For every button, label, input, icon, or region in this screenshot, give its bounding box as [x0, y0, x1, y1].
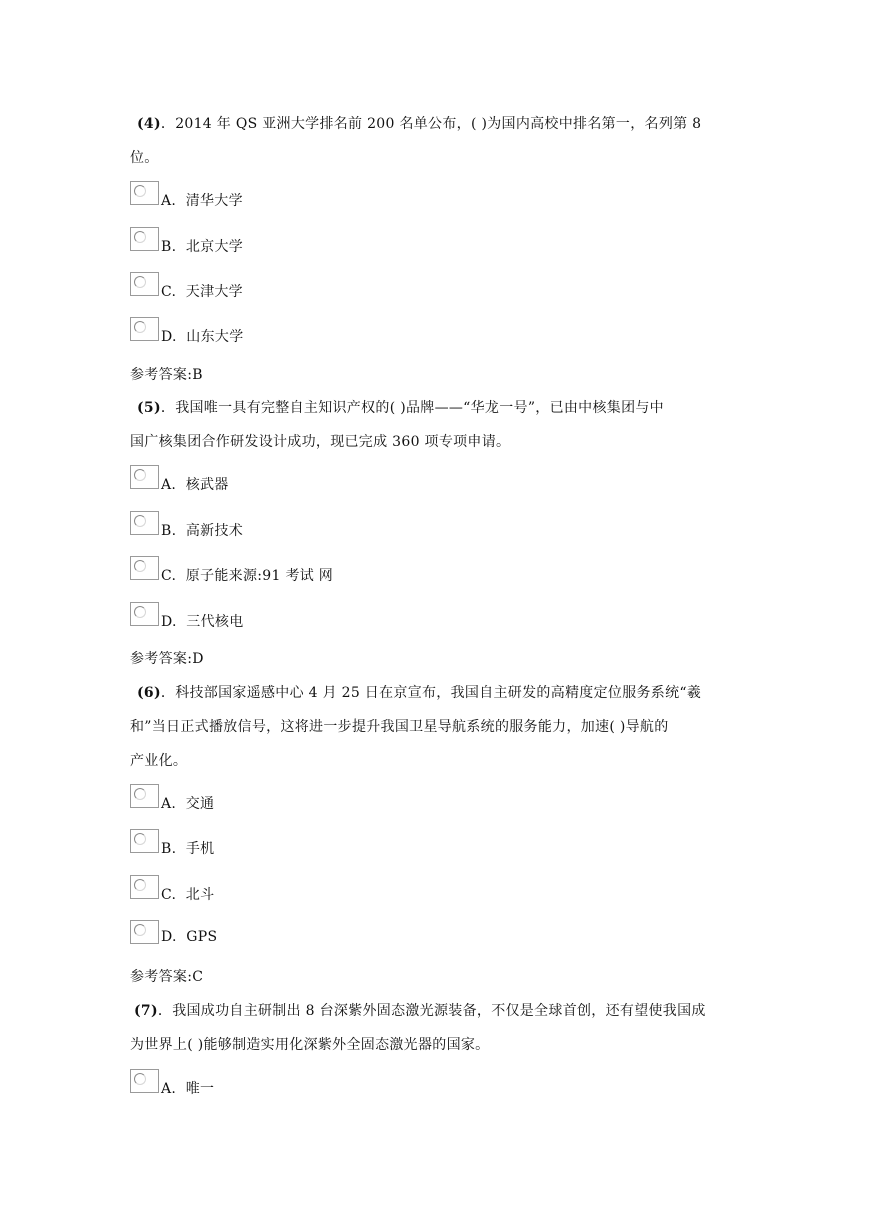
- option-5b: B. 高新技术: [161, 523, 244, 539]
- option-6c: C. 北斗: [161, 887, 215, 903]
- option-4c: C. 天津大学: [161, 284, 243, 300]
- question-4-line-2: 位。: [130, 150, 159, 166]
- answer-4: 参考答案:B: [130, 367, 203, 383]
- question-text: ．我国成功自主研制出 8 台深紫外固态激光源装备，不仅是全球首创，还有望使我国成: [157, 1003, 706, 1019]
- option-6d-radio[interactable]: [130, 920, 159, 944]
- option-6d: D. GPS: [161, 929, 218, 945]
- option-5c: C. 原子能来源:91 考试 网: [161, 568, 334, 584]
- radio-circle-icon: [134, 560, 146, 572]
- question-6-line-2: 和”当日正式播放信号，这将进一步提升我国卫星导航系统的服务能力，加速( )导航的: [130, 719, 669, 735]
- radio-circle-icon: [134, 924, 146, 936]
- option-5c-radio[interactable]: [130, 556, 159, 580]
- question-6-line-1: [137, 682, 701, 702]
- radio-circle-icon: [134, 1073, 146, 1085]
- answer-6: 参考答案:C: [130, 969, 204, 985]
- question-number: (4): [137, 116, 161, 132]
- option-4a-radio[interactable]: [130, 181, 159, 205]
- question-text: ．科技部国家遥感中心 4 月 25 日在京宣布，我国自主研发的高精度定位服务系统“羲: [160, 685, 702, 701]
- radio-circle-icon: [134, 606, 146, 618]
- question-number: (7): [134, 1003, 158, 1019]
- radio-circle-icon: [134, 469, 146, 481]
- option-6b: B. 手机: [161, 841, 215, 857]
- option-5a-radio[interactable]: [130, 465, 159, 489]
- option-5d-radio[interactable]: [130, 602, 159, 626]
- option-6b-radio[interactable]: [130, 829, 159, 853]
- option-5b-radio[interactable]: [130, 511, 159, 535]
- option-6c-radio[interactable]: [130, 875, 159, 899]
- question-6-line-3: 产业化。: [130, 753, 188, 769]
- option-4c-radio[interactable]: [130, 272, 159, 296]
- option-4a: A. 清华大学: [161, 193, 243, 209]
- radio-circle-icon: [134, 879, 146, 891]
- question-number: (6): [137, 685, 161, 701]
- option-4b: B. 北京大学: [161, 239, 244, 255]
- option-5a: A. 核武器: [161, 477, 229, 493]
- question-4-line-1: [137, 113, 701, 133]
- radio-circle-icon: [134, 515, 146, 527]
- answer-5: 参考答案:D: [130, 651, 204, 667]
- option-7a: A. 唯一: [161, 1081, 215, 1097]
- question-text: ．2014 年 QS 亚洲大学排名前 200 名单公布，( )为国内高校中排名第一，名列第 8: [160, 116, 702, 132]
- option-4b-radio[interactable]: [130, 227, 159, 251]
- question-5-line-2: 国广核集团合作研发设计成功，现已完成 360 项专项申请。: [130, 434, 511, 450]
- radio-circle-icon: [134, 185, 146, 197]
- question-7-line-1: [134, 1000, 706, 1020]
- option-5d: D. 三代核电: [161, 614, 244, 630]
- question-5-line-1: [137, 397, 664, 417]
- question-text: ．我国唯一具有完整自主知识产权的( )品牌——“华龙一号”，已由中核集团与中: [160, 400, 664, 416]
- radio-circle-icon: [134, 833, 146, 845]
- radio-circle-icon: [134, 276, 146, 288]
- option-4d-radio[interactable]: [130, 317, 159, 341]
- option-6a-radio[interactable]: [130, 784, 159, 808]
- question-number: (5): [137, 400, 161, 416]
- option-7a-radio[interactable]: [130, 1069, 159, 1093]
- radio-circle-icon: [134, 788, 146, 800]
- question-7-line-2: 为世界上( )能够制造实用化深紫外全固态激光器的国家。: [130, 1037, 490, 1053]
- radio-circle-icon: [134, 321, 146, 333]
- option-4d: D. 山东大学: [161, 329, 244, 345]
- option-6a: A. 交通: [161, 796, 215, 812]
- radio-circle-icon: [134, 231, 146, 243]
